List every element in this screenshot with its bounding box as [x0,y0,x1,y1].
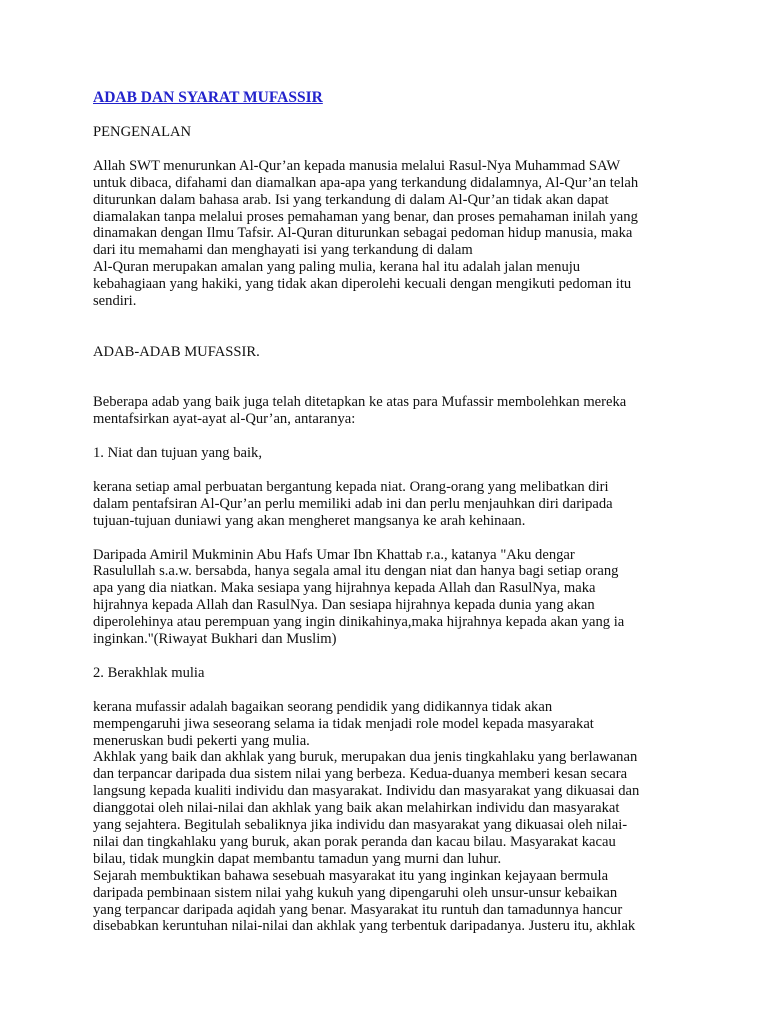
point-1-heading: 1. Niat dan tujuan yang baik, [93,445,263,462]
document-title-link[interactable]: ADAB DAN SYARAT MUFASSIR [93,89,323,106]
point-2-heading: 2. Berakhlak mulia [93,664,205,681]
document-page [93,88,683,935]
point-1-hadith: Daripada Amiril Mukminin Abu Hafs Umar Ibn Khattab r.a., katanya "Aku dengar Rasulullah s.a.w. bersabda, hanya segala amal itu dengan niat dan hanya bagi setiap orang apa yang dia niatkan. Maka sesiapa yang hijrahnya kepada Allah dan RasulNya, maka hijrahnya kepada Allah dan RasulNya. Dan sesiapa hijrahnya kepada dunia yang akan diperolehinya atau perempuan yang ingin dinikahinya,maka hijrahnya kepada akan yang ia inginkan."(Riwayat Bukhari dan Muslim) [93,546,625,648]
point-2-body: kerana mufassir adalah bagaikan seorang pendidik yang didikannya tidak akan mempengaruhi jiwa seseorang selama ia tidak menjadi role model kepada masyarakat meneruskan budi pekerti yang mulia. Akhlak yang baik dan akhlak yang buruk, merupakan dua jenis tingkahlaku yang berlawanan dan terpancar daripada dua sistem nilai yang berbeza. Kedua-duanya memberi kesan secara langsung kepada kualiti individu dan masyarakat. Individu dan masyarakat yang dikuasai dan dianggotai oleh nilai-nilai dan akhlak yang baik akan melahirkan individu dan masyarakat yang sejahtera. Begitulah sebaliknya jika individu dan masyarakat yang dikuasai oleh nilai- nilai dan tingkahlaku yang buruk, akan porak peranda dan kacau bilau. Masyarakat kacau bilau, tidak mungkin dapat membantu tamadun yang murni dan luhur. Sejarah membuktikan bahawa sesebuah masyarakat itu yang inginkan kejayaan bermula daripada pembinaan sistem nilai yahg kukuh yang dipengaruhi oleh unsur-unsur kebaikan yang terpancar daripada aqidah yang benar. Masyarakat itu runtuh dan tamadunnya hancur disebabkan keruntuhan nilai-nilai dan akhlak yang terbentuk daripadanya. Justeru itu, akhlak [93,698,640,935]
intro-paragraph: Allah SWT menurunkan Al-Qur’an kepada manusia melalui Rasul-Nya Muhammad SAW untuk dibaca, difahami dan diamalkan apa-apa yang terkandung didalamnya, Al-Qur’an telah diturunkan dalam bahasa arab. Isi yang terkandung di dalam Al-Qur’an tidak akan dapat diamalakan tanpa melalui proses pemahaman yang benar, dan proses pemahaman inilah yang dinamakan dengan Ilmu Tafsir. Al-Quran diturunkan sebagai pedoman hidup manusia, maka dari itu memahami dan menghayati isi yang terkandung di dalam Al-Quran merupakan amalan yang paling mulia, kerana hal itu adalah jalan menuju kebahagiaan yang hakiki, yang tidak akan diperolehi kecuali dengan mengikuti pedoman itu sendiri. [93,157,639,310]
adab-intro-paragraph: Beberapa adab yang baik juga telah ditetapkan ke atas para Mufassir membolehkan mereka mentafsirkan ayat-ayat al-Qur’an, antaranya: [93,394,627,428]
intro-heading: PENGENALAN [93,124,192,140]
adab-heading: ADAB-ADAB MUFASSIR. [93,343,260,360]
title-wrapper [93,88,683,108]
point-1-body: kerana setiap amal perbuatan bergantung kepada niat. Orang-orang yang melibatkan diri dalam pentafsiran Al-Qur’an perlu memiliki adab ini dan perlu menjauhkan diri daripada tujuan-tujuan duniawi yang akan mengheret mangsanya ke arah kehinaan. [93,478,613,529]
